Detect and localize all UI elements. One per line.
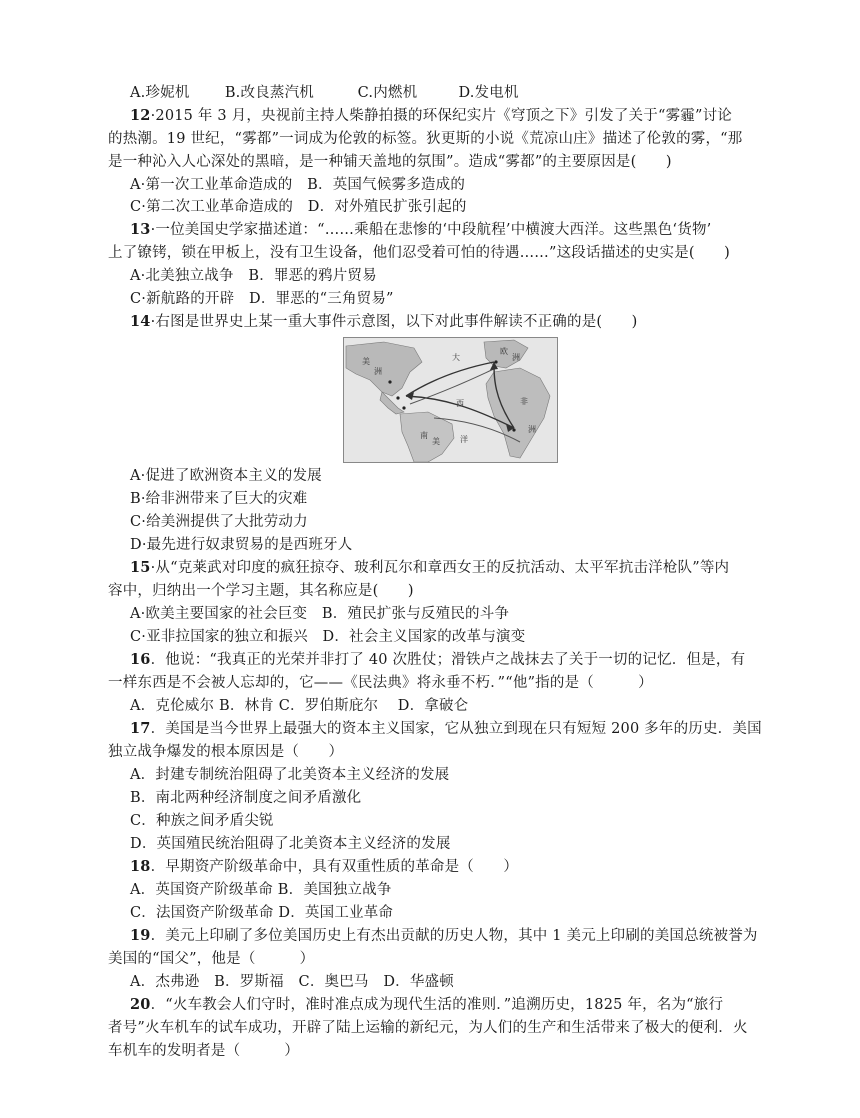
q18-text: ．早期资产阶级革命中，具有双重性质的革命是（ ） (150, 859, 519, 875)
q12-stem-line-2: 的热潮。19 世纪，“雾都”一词成为伦敦的标签。狄更斯的小说《荒凉山庄》描述了伦敦的雾，“那 (108, 131, 743, 147)
q20-number: 20 (130, 996, 151, 1013)
q17-text-1: ．美国是当今世界上最强大的资本主义国家，它从独立到现在只有短短 200 多年的历史．美国 (150, 721, 762, 737)
q15-stem-line-2: 容中，归纳出一个学习主题，其名称应是( ) (108, 583, 414, 599)
q19-options: A．杰弗逊 B．罗斯福 C．奥巴马 D．华盛顿 (130, 974, 454, 990)
q16-stem-line-2: 一样东西是不会被人忘却的，它——《民法典》将永垂不朽．”“他”指的是（ ） (108, 675, 653, 691)
q18-options-ab: A．英国资产阶级革命 B．美国独立战争 (130, 882, 392, 898)
q19-number: 19 (130, 927, 151, 944)
q11-options (130, 83, 519, 103)
map-label-america-1: 美 (362, 357, 370, 366)
q15-number: 15 (130, 559, 151, 576)
q13-text-1: ·一位美国史学家描述道：“……乘船在悲惨的‘中段航程’中横渡大西洋。这些黑色‘货物’ (150, 222, 712, 238)
q17-option-c: C．种族之间矛盾尖锐 (130, 813, 274, 829)
q13-stem-line-1 (130, 220, 711, 240)
q12-stem-line-1 (130, 106, 732, 126)
q12-options-ab: A·第一次工业革命造成的 B．英国气候雾多造成的 (130, 177, 466, 193)
map-label-america-2: 洲 (374, 367, 382, 376)
q16-number: 16 (130, 651, 151, 668)
q11-option-c: C.内燃机 (357, 85, 418, 101)
map-label-south-2: 美 (432, 437, 440, 446)
q14-stem (130, 312, 638, 332)
q13-options-cd: C·新航路的开辟 D．罪恶的“三角贸易” (130, 291, 394, 307)
map-label-africa-1: 非 (520, 397, 528, 406)
q18-stem (130, 857, 518, 877)
q17-option-d: D．英国殖民统治阻碍了北美资本主义经济的发展 (130, 836, 451, 852)
q16-options: A．克伦威尔 B．林肯 C．罗伯斯庇尔 D．拿破仑 (130, 698, 469, 714)
map-label-ocean-3: 洋 (460, 435, 468, 444)
q11-option-d: D.发电机 (458, 85, 519, 101)
map-label-europe-1: 欧 (500, 347, 508, 356)
q17-option-a: A．封建专制统治阻碍了北美资本主义经济的发展 (130, 767, 450, 783)
q20-text-1: ．“火车教会人们守时，准时准点成为现代生活的准则．”追溯历史，1825 年，名为“旅行 (150, 997, 724, 1013)
q11-option-a: A.珍妮机 (130, 85, 190, 101)
q13-stem-line-2: 上了镣铐，锁在甲板上，没有卫生设备，他们忍受着可怕的待遇……”这段话描述的史实是( ) (108, 245, 731, 261)
q18-number: 18 (130, 858, 151, 875)
q12-stem-line-3: 是一种沁入人心深处的黑暗，是一种铺天盖地的氛围”。造成“雾都”的主要原因是( ) (108, 154, 672, 170)
q15-options-cd: C·亚非拉国家的独立和振兴 D．社会主义国家的改革与演变 (130, 629, 526, 645)
q12-options-cd: C·第二次工业革命造成的 D．对外殖民扩张引起的 (130, 199, 467, 215)
triangular-trade-map (343, 337, 558, 463)
q19-stem-line-1 (130, 926, 758, 946)
q19-stem-line-2: 美国的“国父”，他是（ ） (108, 951, 315, 967)
q13-number: 13 (130, 221, 151, 238)
q14-text: ·右图是世界史上某一重大事件示意图，以下对此事件解读不正确的是( ) (150, 314, 638, 330)
q15-text-1: ·从“克莱武对印度的疯狂掠夺、玻利瓦尔和章西女王的反抗活动、太平军抗击洋枪队”等内 (150, 560, 730, 576)
q14-number: 14 (130, 313, 151, 330)
q17-stem-line-1 (130, 719, 762, 739)
map-label-south-1: 南 (420, 431, 428, 440)
q16-text-1: ．他说：“我真正的光荣并非打了 40 次胜仗；滑铁卢之战抹去了关于一切的记忆．但是，有 (150, 652, 746, 668)
q11-option-b: B.改良蒸汽机 (224, 85, 314, 101)
q18-options-cd: C．法国资产阶级革命 D．英国工业革命 (130, 905, 394, 921)
q16-stem-line-1 (130, 650, 745, 670)
q12-number: 12 (130, 107, 151, 124)
map-label-ocean-2: 西 (456, 399, 464, 408)
q17-stem-line-2: 独立战争爆发的根本原因是（ ） (108, 744, 344, 760)
map-label-africa-2: 洲 (528, 425, 536, 434)
q20-stem-line-3: 车机车的发明者是（ ） (108, 1043, 300, 1059)
q17-number: 17 (130, 720, 151, 737)
q14-option-c: C·给美洲提供了大批劳动力 (130, 514, 308, 530)
q14-option-d: D·最先进行奴隶贸易的是西班牙人 (130, 537, 353, 553)
q17-option-b: B．南北两种经济制度之间矛盾激化 (130, 790, 362, 806)
q19-text-1: ．美元上印刷了多位美国历史上有杰出贡献的历史人物，其中 1 美元上印刷的美国总统被誉为 (150, 928, 758, 944)
q20-stem-line-2: 者号”火车机车的试车成功，开辟了陆上运输的新纪元，为人们的生产和生活带来了极大的便利．火 (108, 1020, 748, 1036)
q15-stem-line-1 (130, 558, 729, 578)
map-label-ocean-1: 大 (452, 353, 460, 362)
q20-stem-line-1 (130, 995, 723, 1015)
q14-option-a: A·促进了欧洲资本主义的发展 (130, 468, 322, 484)
map-label-europe-2: 洲 (512, 353, 520, 362)
q12-text-1: ·2015 年 3 月，央视前主持人柴静拍摄的环保纪实片《穹顶之下》引发了关于“雾霾”讨论 (150, 108, 732, 124)
q13-options-ab: A·北美独立战争 B．罪恶的鸦片贸易 (130, 268, 377, 284)
q14-option-b: B·给非洲带来了巨大的灾难 (130, 491, 308, 507)
q15-options-ab: A·欧美主要国家的社会巨变 B．殖民扩张与反殖民的斗争 (130, 606, 510, 622)
